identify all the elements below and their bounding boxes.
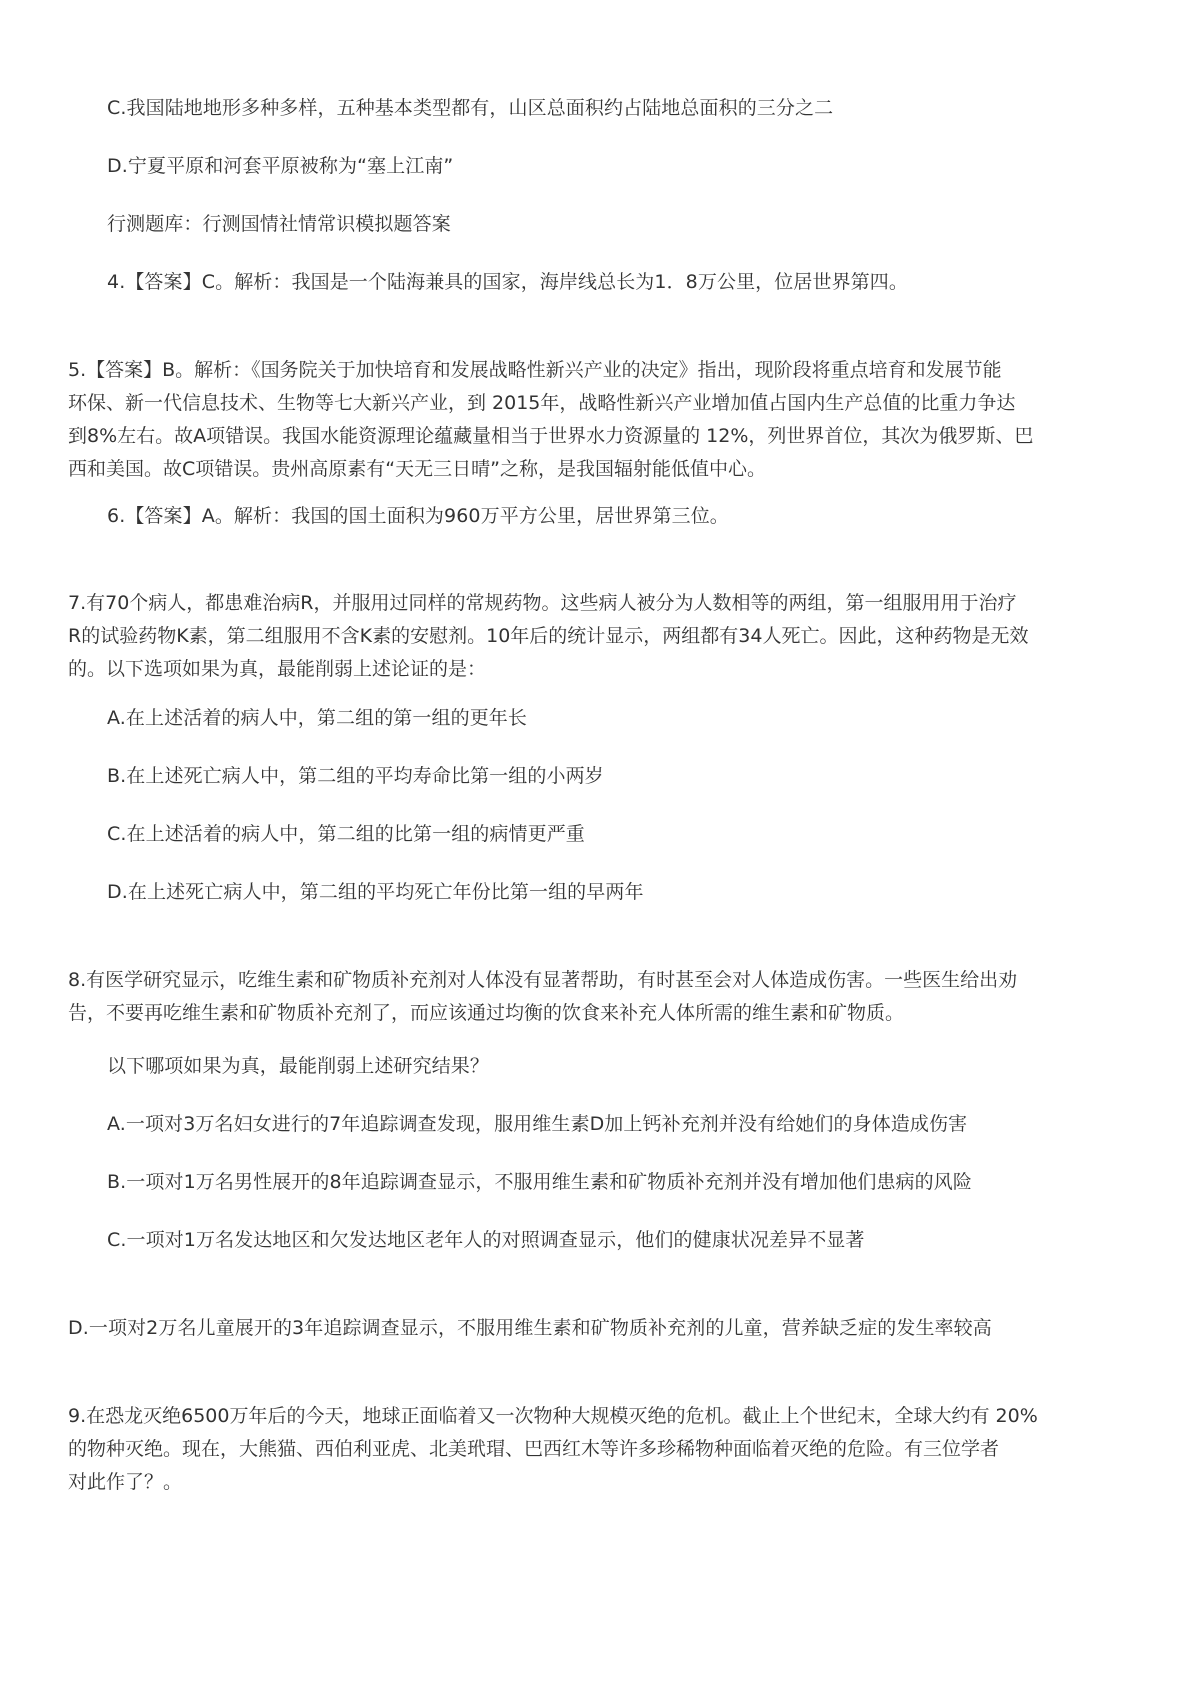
q7-option-a: A.在上述活着的病人中，第二组的第一组的更年长 — [107, 707, 528, 729]
q3-option-d: D.宁夏平原和河套平原被称为“塞上江南” — [107, 155, 454, 177]
q7-option-b: B.在上述死亡病人中，第二组的平均寿命比第一组的小两岁 — [107, 765, 604, 787]
answer-6: 6.【答案】A。解析：我国的国土面积为960万平方公里，居世界第三位。 — [107, 505, 729, 527]
q3-option-c: C.我国陆地地形多种多样，五种基本类型都有，山区总面积约占陆地总面积的三分之二 — [107, 97, 834, 119]
question-8: 8.有医学研究显示，吃维生素和矿物质补充剂对人体没有显著帮助，有时甚至会对人体造成伤害。一些医生给出劝 告，不要再吃维生素和矿物质补充剂了，而应该通过均衡的饮食来补充人体所需的维生素和矿物质。 — [68, 969, 1018, 1024]
answer-5: 5.【答案】B。解析：《国务院关于加快培育和发展战略性新兴产业的决定》指出，现阶段将重点培育和发展节能 环保、新一代信息技术、生物等七大新兴产业，到 2015年，战略性新兴产业增加值占国内生产总值的比重力争达 到8%左右。故A项错误。我国水能资源理论蕴藏量相当于世界水力资源量的 12%，列世界首位，其次为俄罗斯、巴 西和美国。故C项错误。贵州高原素有“天无三日晴”之称，是我国辐射能低值中心。 — [68, 359, 1034, 480]
q8-option-b: B.一项对1万名男性展开的8年追踪调查显示，不服用维生素和矿物质补充剂并没有增加他们患病的风险 — [107, 1171, 972, 1193]
answer-4: 4.【答案】C。解析：我国是一个陆海兼具的国家，海岸线总长为1．8万公里，位居世界第四。 — [107, 271, 908, 293]
question-9: 9.在恐龙灭绝6500万年后的今天，地球正面临着又一次物种大规模灭绝的危机。截止上个世纪末，全球大约有 20% 的物种灭绝。现在，大熊猫、西伯利亚虎、北美玳瑁、巴西红木等许多珍稀物种面临着灭绝的危险。有三位学者 对此作了？。 — [68, 1405, 1038, 1493]
q8-option-c: C.一项对1万名发达地区和欠发达地区老年人的对照调查显示，他们的健康状况差异不显著 — [107, 1229, 865, 1251]
q7-option-c: C.在上述活着的病人中，第二组的比第一组的病情更严重 — [107, 823, 585, 845]
q8-option-d: D.一项对2万名儿童展开的3年追踪调查显示，不服用维生素和矿物质补充剂的儿童，营养缺乏症的发生率较高 — [68, 1317, 992, 1339]
q8-prompt: 以下哪项如果为真，最能削弱上述研究结果？ — [107, 1055, 490, 1077]
question-7: 7.有70个病人，都患难治病R，并服用过同样的常规药物。这些病人被分为人数相等的两组，第一组服用用于治疗 R的试验药物K素，第二组服用不含K素的安慰剂。10年后的统计显示，两组都有34人死亡。因此，这种药物是无效 的。以下选项如果为真，最能削弱上述论证的是： — [68, 592, 1029, 680]
q7-option-d: D.在上述死亡病人中，第二组的平均死亡年份比第一组的早两年 — [107, 881, 644, 903]
source-note: 行测题库：行测国情社情常识模拟题答案 — [107, 213, 451, 235]
q8-option-a: A.一项对3万名妇女进行的7年追踪调查发现，服用维生素D加上钙补充剂并没有给她们的身体造成伤害 — [107, 1113, 968, 1135]
